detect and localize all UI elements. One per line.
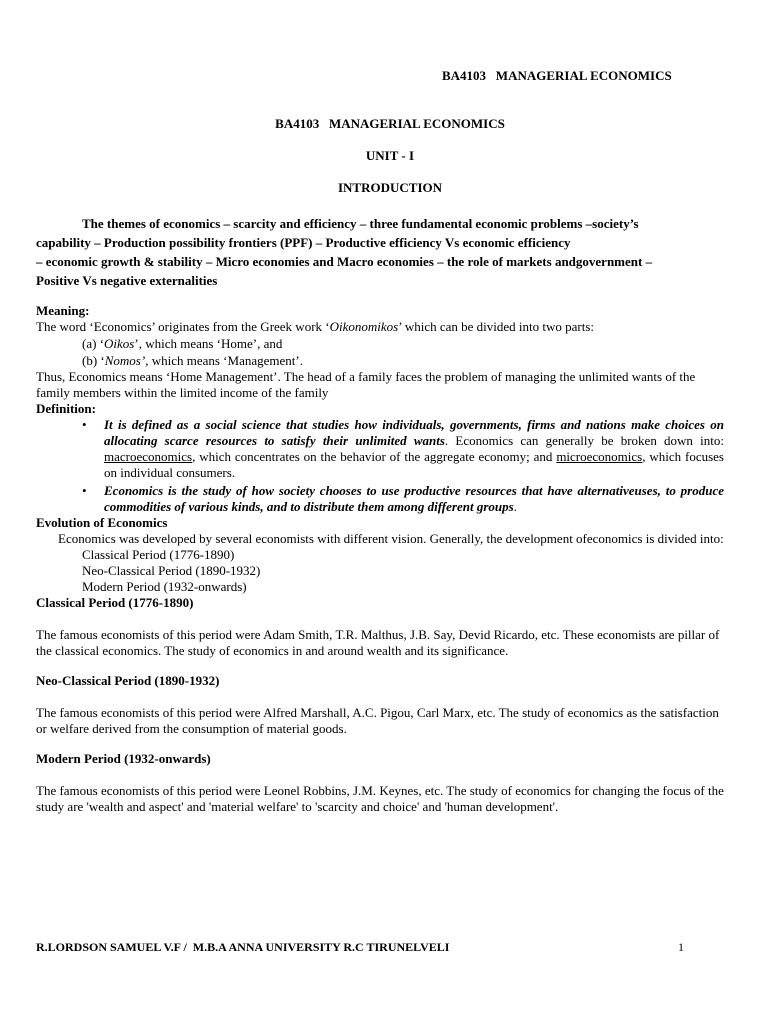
periods-list: [82, 547, 724, 595]
definition-list: [36, 417, 724, 515]
period-item: Modern Period (1932-onwards): [82, 579, 247, 594]
meaning-conclusion: Thus, Economics means ‘Home Management’. The head of a family faces the problem of managing the unlimited wants of the family members within the limited income of the family: [36, 369, 696, 400]
definition-item-1: • It is defined as a social science that studies how individuals, governments, firms and nations make choices on allocating scarce resources to satisfy their unlimited wants. Economics can generally be broken down into: macroeconomics, which concentrates on the behavior of the aggregate economy; and microeconomics, which focuses on individual consumers.: [82, 417, 724, 480]
main-content: [36, 216, 724, 815]
bullet-icon: •: [82, 483, 87, 498]
themes-line-1: The themes of economics – scarcity and efficiency – three fundamental economic problems –society’s: [82, 216, 639, 231]
neoclassical-heading: Neo-Classical Period (1890-1932): [36, 673, 220, 688]
evolution-intro: Economics was developed by several economists with different vision. Generally, the development ofeconomics is divided into:: [58, 531, 724, 546]
bullet-icon: •: [82, 417, 87, 432]
microeconomics-link[interactable]: microeconomics: [556, 449, 643, 464]
meaning-intro: The word ‘Economics’ originates from the Greek work ‘Oikonomikos’ which can be divided into two parts:: [36, 319, 595, 334]
evolution-heading: Evolution of Economics: [36, 515, 168, 530]
neoclassical-text: The famous economists of this period were Alfred Marshall, A.C. Pigou, Carl Marx, etc. The study of economics as the satisfaction or welfare derived from the consumption of material goods.: [36, 705, 719, 736]
meaning-part-a: (a) ‘Oikos’, which means ‘Home’, and: [82, 336, 283, 351]
meaning-parts-list: [82, 335, 724, 369]
running-header: BA4103 MANAGERIAL ECONOMICS: [442, 68, 672, 83]
macroeconomics-link[interactable]: macroeconomics: [104, 449, 193, 464]
chapter-title: INTRODUCTION: [337, 180, 442, 195]
meaning-heading: Meaning:: [36, 303, 90, 318]
modern-heading: Modern Period (1932-onwards): [36, 751, 211, 766]
classical-text: The famous economists of this period were Adam Smith, T.R. Malthus, J.B. Say, Devid Ricardo, etc. These economists are pillar of the classical economics. The study of economics in and around wealth and its significance.: [36, 627, 720, 658]
themes-line-2: capability – Production possibility frontiers (PPF) – Productive efficiency Vs economic efficiency: [36, 235, 571, 250]
footer-author: R.LORDSON SAMUEL V.F / M.B.A ANNA UNIVERSITY R.C TIRUNELVELI: [36, 940, 450, 954]
themes-line-4: Positive Vs negative externalities: [36, 273, 218, 288]
period-item: Neo-Classical Period (1890-1932): [82, 563, 261, 578]
modern-text: The famous economists of this period were Leonel Robbins, J.M. Keynes, etc. The study of economics for changing the focus of the study are 'wealth and aspect' and 'material welfare' to 'scarcity and choice' and 'human development'.: [36, 783, 724, 814]
page-number: 1: [678, 940, 684, 954]
definition-item-2: • Economics is the study of how society chooses to use productive resources that have alternativeuses, to produce commodities of various kinds, and to distribute them among different groups.: [82, 483, 724, 514]
unit-title: UNIT - I: [365, 148, 415, 163]
meaning-part-b: (b) ‘Nomos’, which means ‘Management’.: [82, 353, 303, 368]
period-item: Classical Period (1776-1890): [82, 547, 235, 562]
classical-heading: Classical Period (1776-1890): [36, 595, 194, 610]
themes-paragraph: [36, 216, 724, 289]
themes-line-3: – economic growth & stability – Micro economies and Macro economies – the role of markets andgovernment –: [36, 254, 653, 269]
definition-heading: Definition:: [36, 401, 96, 416]
course-title: BA4103 MANAGERIAL ECONOMICS: [275, 116, 505, 131]
